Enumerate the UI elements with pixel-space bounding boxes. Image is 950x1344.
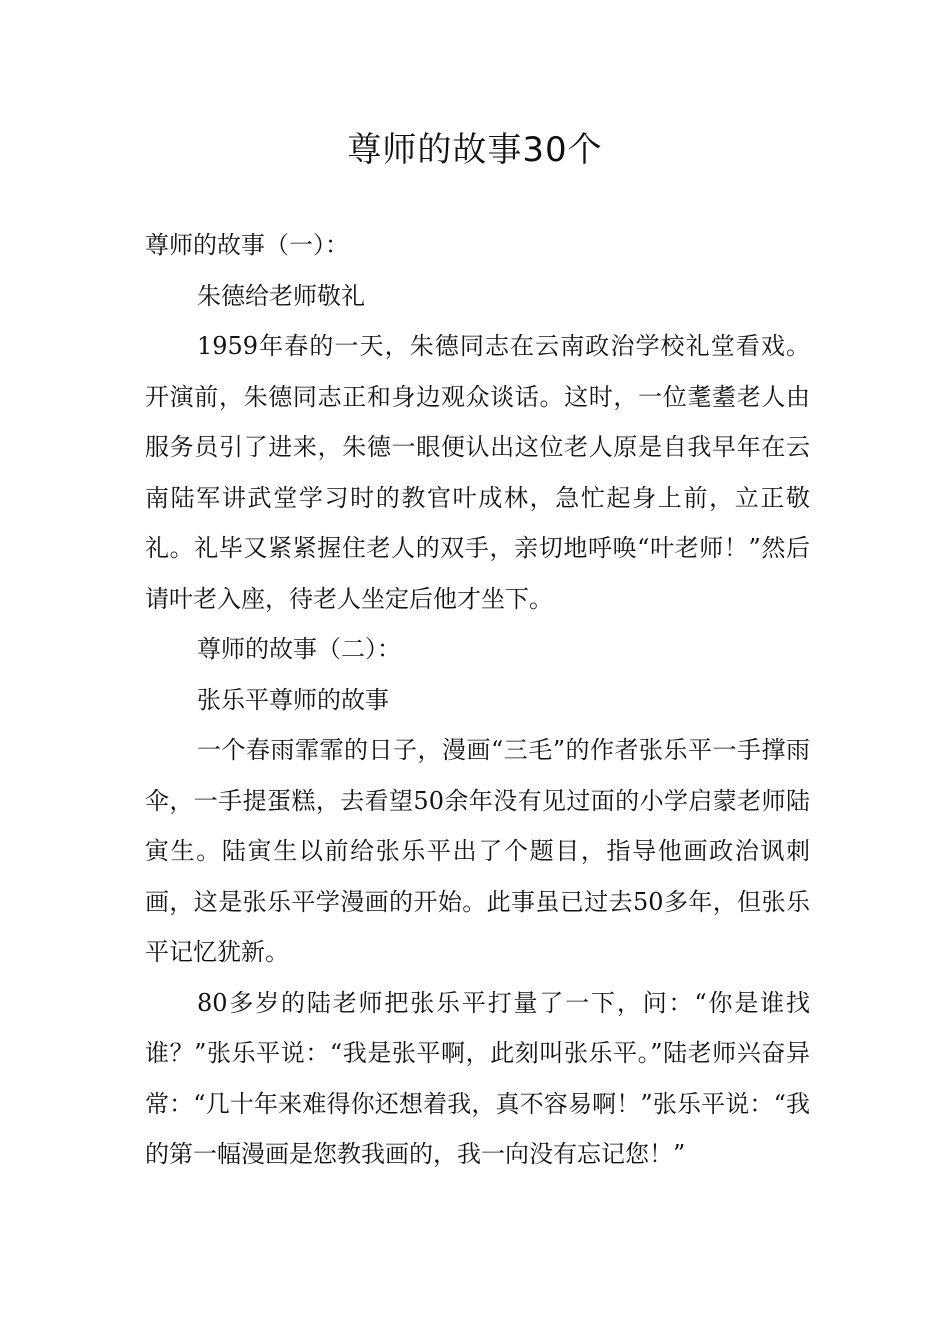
section-heading-2: 尊师的故事（二）：: [197, 635, 401, 663]
document-body: [145, 220, 810, 1180]
body-paragraph: 一个春雨霏霏的日子，漫画“三毛”的作者张乐平一手撑雨伞，一手提蛋糕，去看望50余年没有见过面的小学启蒙老师陆寅生。陆寅生以前给张乐平出了个题目，指导他画政治讽刺画，这是张乐平学漫画的开始。此事虽已过去50多年，但张乐平记忆犹新。: [145, 736, 810, 966]
section-subheading-2: 张乐平尊师的故事: [197, 685, 389, 714]
body-paragraph: 80多岁的陆老师把张乐平打量了一下，问：“你是谁找谁？”张乐平说：“我是张平啊，此刻叫张乐平。”陆老师兴奋异常：“几十年来难得你还想着我，真不容易啊！”张乐平说：“我的第一幅漫画是您教我画的，我一向没有忘记您！”: [145, 988, 810, 1168]
body-paragraph: 1959年春的一天，朱德同志在云南政治学校礼堂看戏。开演前，朱德同志正和身边观众谈话。这时，一位耄耋老人由服务员引了进来，朱德一眼便认出这位老人原是自我早年在云南陆军讲武堂学习时的教官叶成林，急忙起身上前，立正敬礼。礼毕又紧紧握住老人的双手，亲切地呼唤“叶老师！”然后请叶老入座，待老人坐定后他才坐下。: [145, 332, 810, 613]
section-heading-1: 尊师的故事（一）：: [145, 231, 349, 259]
document-title: 尊师的故事30个: [347, 130, 603, 170]
section-subheading-1: 朱德给老师敬礼: [197, 281, 365, 310]
